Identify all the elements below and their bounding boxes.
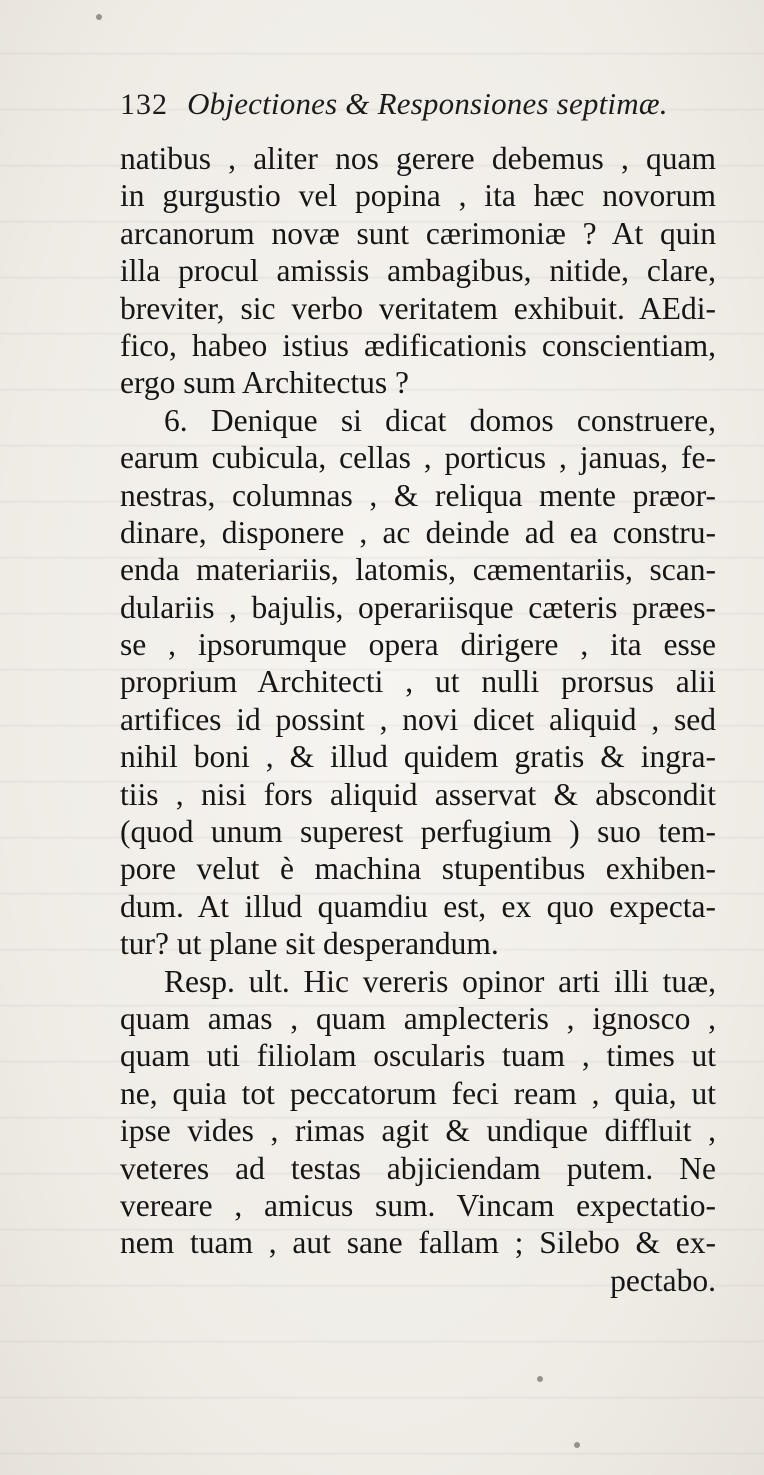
text-line: dulariis , bajulis, operariisque cæteris præes- (120, 589, 716, 625)
text-line: arcanorum novæ sunt cærimoniæ ? At quin (120, 215, 716, 251)
text-line: nihil boni , & illud quidem gratis & ingra- (120, 739, 716, 775)
text-line: quam amas , quam amplecteris , ignosco , (120, 1000, 716, 1036)
text-line: fico, habeo istius ædificationis conscientiam, (120, 327, 716, 363)
text-line: earum cubicula, cellas , porticus , januas, fe- (120, 440, 716, 476)
text-line: veteres ad testas abjiciendam putem. Ne (120, 1150, 716, 1186)
text-line: ergo sum Architectus ? (120, 365, 409, 401)
ink-speck (537, 1376, 543, 1382)
text-line: natibus , aliter nos gerere debemus , quam (120, 141, 716, 176)
text-line: ipse vides , rimas agit & undique diffluit , (120, 1113, 716, 1149)
paragraph-start-line: Resp. ult. Hic vereris opinor arti illi tuæ, (164, 963, 716, 999)
text-line: dinare, disponere , ac deinde ad ea constru- (120, 514, 716, 550)
text-line: artifices id possint , novi dicet aliquid , sed (120, 701, 716, 737)
page-number: 132 (120, 88, 168, 121)
text-line: vereare , amicus sum. Vincam expectatio- (120, 1187, 716, 1223)
text-line: illa procul amissis ambagibus, nitide, clare, (120, 253, 716, 289)
text-line: enda materiariis, latomis, cæmentariis, scan- (120, 552, 716, 588)
text-line: dum. At illud quamdiu est, ex quo expecta- (120, 888, 716, 924)
text-line: nestras, columnas , & reliqua mente præor- (120, 477, 716, 513)
text-line: tur? ut plane sit desperandum. (120, 926, 499, 962)
page-header (120, 86, 680, 136)
text-line: proprium Architecti , ut nulli prorsus alii (120, 664, 716, 700)
running-title: Objectiones & Responsiones septimæ. (187, 86, 668, 121)
text-line: ne, quia tot peccatorum feci ream , quia, ut (120, 1075, 716, 1111)
text-line: se , ipsorumque opera dirigere , ita esse (120, 627, 716, 663)
ink-speck (574, 1442, 580, 1448)
text-line: nem tuam , aut sane fallam ; Silebo & ex- (120, 1225, 716, 1261)
ink-speck (96, 14, 102, 20)
text-line: breviter, sic verbo veritatem exhibuit. AEdi- (120, 290, 716, 326)
text-line: in gurgustio vel popina , ita hæc novorum (120, 178, 716, 214)
text-line: (quod unum superest perfugium ) suo tem- (120, 814, 716, 850)
text-line: pore velut è machina stupentibus exhiben- (120, 851, 716, 887)
body-text (120, 140, 716, 1299)
text-line: pectabo. (610, 1262, 716, 1298)
paragraph-start-line: 6. Denique si dicat domos construere, (164, 402, 716, 438)
text-line: quam uti filiolam oscularis tuam , times ut (120, 1038, 716, 1074)
text-line: tiis , nisi fors aliquid asservat & abscondit (120, 776, 716, 812)
